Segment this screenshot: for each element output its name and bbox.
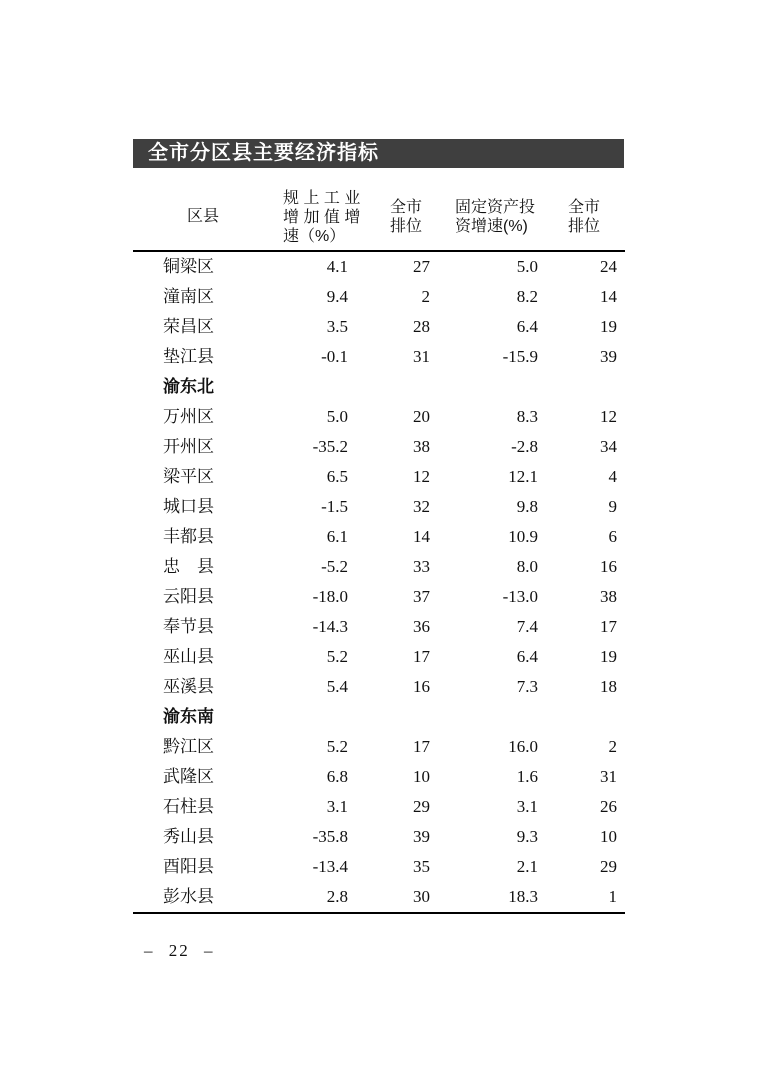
investment-growth-cell: 8.3 [516, 407, 538, 426]
industry-growth-cell: 2.8 [326, 887, 348, 906]
investment-growth-cell: 12.1 [508, 467, 538, 486]
investment-growth-cell: 8.2 [516, 287, 538, 306]
city-rank-cell: 30 [413, 887, 430, 906]
region-cell: 开州区 [163, 437, 214, 456]
investment-growth-cell: 10.9 [508, 527, 538, 546]
table-row [133, 882, 625, 912]
section-title-banner [133, 139, 624, 168]
industry-growth-cell: 5.2 [326, 737, 348, 756]
table-row [133, 432, 625, 462]
city-rank-cell: 17 [413, 737, 430, 756]
table-row [133, 462, 625, 492]
region-cell: 彭水县 [163, 887, 214, 906]
region-cell: 云阳县 [163, 587, 214, 606]
city-rank-cell: 28 [413, 317, 430, 336]
page-number: – 22 – [144, 941, 215, 960]
header-city-rank-2: 全市 排位 [568, 199, 601, 235]
industry-growth-cell: -35.8 [312, 827, 348, 846]
industry-growth-cell [283, 702, 348, 732]
city-rank-cell-2: 14 [600, 287, 617, 306]
table-row [133, 582, 625, 612]
city-rank-cell-2: 24 [600, 257, 617, 276]
investment-growth-cell: 1.6 [516, 767, 538, 786]
investment-growth-cell: 18.3 [508, 887, 538, 906]
investment-growth-cell: 9.8 [516, 497, 538, 516]
city-rank-cell: 31 [413, 347, 430, 366]
city-rank-cell-2: 39 [600, 347, 617, 366]
economic-indicators-table [133, 185, 625, 906]
industry-growth-cell: -18.0 [312, 587, 348, 606]
city-rank-cell [348, 702, 430, 732]
industry-growth-cell: 6.8 [326, 767, 348, 786]
investment-growth-cell: 6.4 [516, 317, 538, 336]
table-row [133, 732, 625, 762]
region-cell: 忠 县 [163, 557, 214, 576]
city-rank-cell-2: 38 [600, 587, 617, 606]
region-cell: 武隆区 [163, 767, 214, 786]
city-rank-cell: 12 [413, 467, 430, 486]
city-rank-cell: 39 [413, 827, 430, 846]
city-rank-cell-2: 16 [600, 557, 617, 576]
table-row [133, 672, 625, 702]
industry-growth-cell: 9.4 [326, 287, 348, 306]
region-cell: 黔江区 [163, 737, 214, 756]
industry-growth-cell [283, 372, 348, 402]
industry-growth-cell: 5.0 [326, 407, 348, 426]
city-rank-cell-2 [538, 702, 625, 732]
region-cell: 万州区 [163, 407, 214, 426]
city-rank-cell: 37 [413, 587, 430, 606]
city-rank-cell-2: 18 [600, 677, 617, 696]
region-cell: 石柱县 [163, 797, 214, 816]
industry-growth-cell: 6.5 [326, 467, 348, 486]
city-rank-cell-2: 1 [608, 887, 617, 906]
investment-growth-cell: -13.0 [502, 587, 538, 606]
city-rank-cell: 33 [413, 557, 430, 576]
city-rank-cell: 17 [413, 647, 430, 666]
table-row [133, 552, 625, 582]
industry-growth-cell: -0.1 [321, 347, 348, 366]
region-cell: 荣昌区 [163, 317, 214, 336]
city-rank-cell-2: 19 [600, 647, 617, 666]
city-rank-cell-2: 6 [608, 527, 617, 546]
city-rank-cell: 36 [413, 617, 430, 636]
table-body [133, 252, 625, 912]
city-rank-cell-2: 10 [600, 827, 617, 846]
industry-growth-cell: -14.3 [312, 617, 348, 636]
investment-growth-cell: 2.1 [516, 857, 538, 876]
header-city-rank-1: 全市 排位 [390, 199, 423, 235]
city-rank-cell [348, 372, 430, 402]
section-row [133, 702, 625, 732]
city-rank-cell-2: 4 [608, 467, 617, 486]
table-row [133, 252, 625, 282]
industry-growth-cell: 3.5 [326, 317, 348, 336]
region-cell: 渝东南 [163, 707, 214, 726]
region-cell: 巫溪县 [163, 677, 214, 696]
table-header [133, 185, 625, 250]
table-row [133, 792, 625, 822]
investment-growth-cell: 8.0 [516, 557, 538, 576]
city-rank-cell-2: 19 [600, 317, 617, 336]
header-region: 区县 [186, 208, 219, 225]
investment-growth-cell: -15.9 [502, 347, 538, 366]
city-rank-cell-2: 34 [600, 437, 617, 456]
city-rank-cell: 27 [413, 257, 430, 276]
region-cell: 酉阳县 [163, 857, 214, 876]
header-industry-growth: 规 上 工 业 增 加 值 增 速（%） [283, 190, 361, 245]
city-rank-cell-2: 12 [600, 407, 617, 426]
investment-growth-cell: -2.8 [511, 437, 538, 456]
industry-growth-cell: -35.2 [312, 437, 348, 456]
table-row [133, 342, 625, 372]
investment-growth-cell: 5.0 [516, 257, 538, 276]
region-cell: 梁平区 [163, 467, 214, 486]
table-bottom-rule [133, 912, 625, 914]
city-rank-cell: 10 [413, 767, 430, 786]
city-rank-cell-2: 9 [608, 497, 617, 516]
industry-growth-cell: -5.2 [321, 557, 348, 576]
investment-growth-cell [430, 702, 538, 732]
industry-growth-cell: -13.4 [312, 857, 348, 876]
city-rank-cell: 35 [413, 857, 430, 876]
table-row [133, 312, 625, 342]
industry-growth-cell: 5.4 [326, 677, 348, 696]
table-row [133, 642, 625, 672]
table-row [133, 762, 625, 792]
region-cell: 秀山县 [163, 827, 214, 846]
investment-growth-cell: 9.3 [516, 827, 538, 846]
city-rank-cell: 14 [413, 527, 430, 546]
region-cell: 城口县 [163, 497, 214, 516]
region-cell: 渝东北 [163, 377, 214, 396]
region-cell: 潼南区 [163, 287, 214, 306]
city-rank-cell: 29 [413, 797, 430, 816]
city-rank-cell-2: 17 [600, 617, 617, 636]
city-rank-cell: 20 [413, 407, 430, 426]
investment-growth-cell: 7.3 [516, 677, 538, 696]
industry-growth-cell: 5.2 [326, 647, 348, 666]
table-row [133, 522, 625, 552]
table-row [133, 852, 625, 882]
region-cell: 丰都县 [163, 527, 214, 546]
region-cell: 巫山县 [163, 647, 214, 666]
investment-growth-cell: 6.4 [516, 647, 538, 666]
region-cell: 奉节县 [163, 617, 214, 636]
table-row [133, 402, 625, 432]
region-cell: 铜梁区 [163, 257, 214, 276]
table-row [133, 492, 625, 522]
investment-growth-cell [430, 372, 538, 402]
industry-growth-cell: 4.1 [326, 257, 348, 276]
city-rank-cell-2 [538, 372, 625, 402]
city-rank-cell-2: 2 [608, 737, 617, 756]
investment-growth-cell: 16.0 [508, 737, 538, 756]
table-row [133, 282, 625, 312]
investment-growth-cell: 7.4 [516, 617, 538, 636]
header-investment-growth: 固定资产投 资增速(%) [455, 199, 536, 235]
industry-growth-cell: 6.1 [326, 527, 348, 546]
city-rank-cell: 32 [413, 497, 430, 516]
city-rank-cell: 38 [413, 437, 430, 456]
section-row [133, 372, 625, 402]
industry-growth-cell: -1.5 [321, 497, 348, 516]
city-rank-cell: 16 [413, 677, 430, 696]
region-cell: 垫江县 [163, 347, 214, 366]
table-row [133, 612, 625, 642]
section-title: 全市分区县主要经济指标 [148, 142, 379, 164]
investment-growth-cell: 3.1 [516, 797, 538, 816]
city-rank-cell-2: 31 [600, 767, 617, 786]
city-rank-cell-2: 26 [600, 797, 617, 816]
city-rank-cell-2: 29 [600, 857, 617, 876]
industry-growth-cell: 3.1 [326, 797, 348, 816]
table-row [133, 822, 625, 852]
city-rank-cell: 2 [421, 287, 430, 306]
